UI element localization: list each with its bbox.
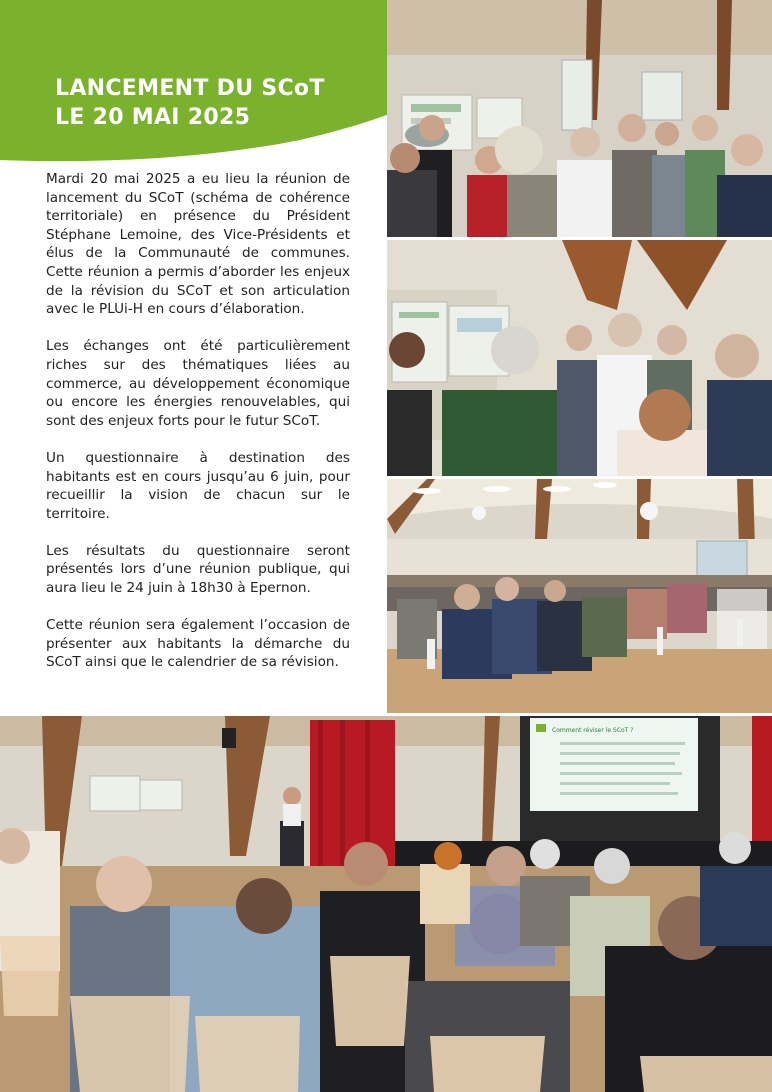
- photo-meeting-posters: [387, 0, 772, 237]
- article-paragraph-1: Mardi 20 mai 2025 a eu lieu la réunion de lancement du SCoT (schéma de cohérence territoriale) en présence du Président Stéphane Lemoine, des Vice-Présidents et élus de la Communauté de communes. Cette réunion a permis d’aborder les enjeux de la révision du SCoT et son articulation avec le PLUi-H en cours d’élaboration.: [46, 171, 350, 318]
- article-paragraph-2: Les échanges ont été particulièrement riches sur des thématiques liées au commerce, au développement économique ou encore les énergies renouvelables, qui sont des enjeux forts pour le futur SCoT.: [46, 338, 350, 429]
- page-title: [55, 74, 325, 132]
- article-body: [46, 170, 350, 691]
- title-line-1: LANCEMENT DU SCoT: [55, 76, 325, 101]
- photo-presentation: [0, 716, 772, 1092]
- title-line-2: LE 20 MAI 2025: [55, 105, 251, 130]
- article-paragraph-3: Un questionnaire à destination des habitants est en cours jusqu’au 6 juin, pour recueillir la vision de chacun sur le territoire.: [46, 449, 350, 522]
- article-paragraph-4: Les résultats du questionnaire seront présentés lors d’une réunion publique, qui aura lieu le 24 juin à 18h30 à Epernon.: [46, 542, 350, 597]
- slide-title: Comment réviser le SCoT ?: [552, 727, 634, 734]
- photo-discussion: [387, 240, 772, 476]
- photo-seated-audience: [387, 479, 772, 713]
- article-paragraph-5: Cette réunion sera également l’occasion de présenter aux habitants la démarche du SCoT ainsi que le calendrier de sa révision.: [46, 617, 350, 671]
